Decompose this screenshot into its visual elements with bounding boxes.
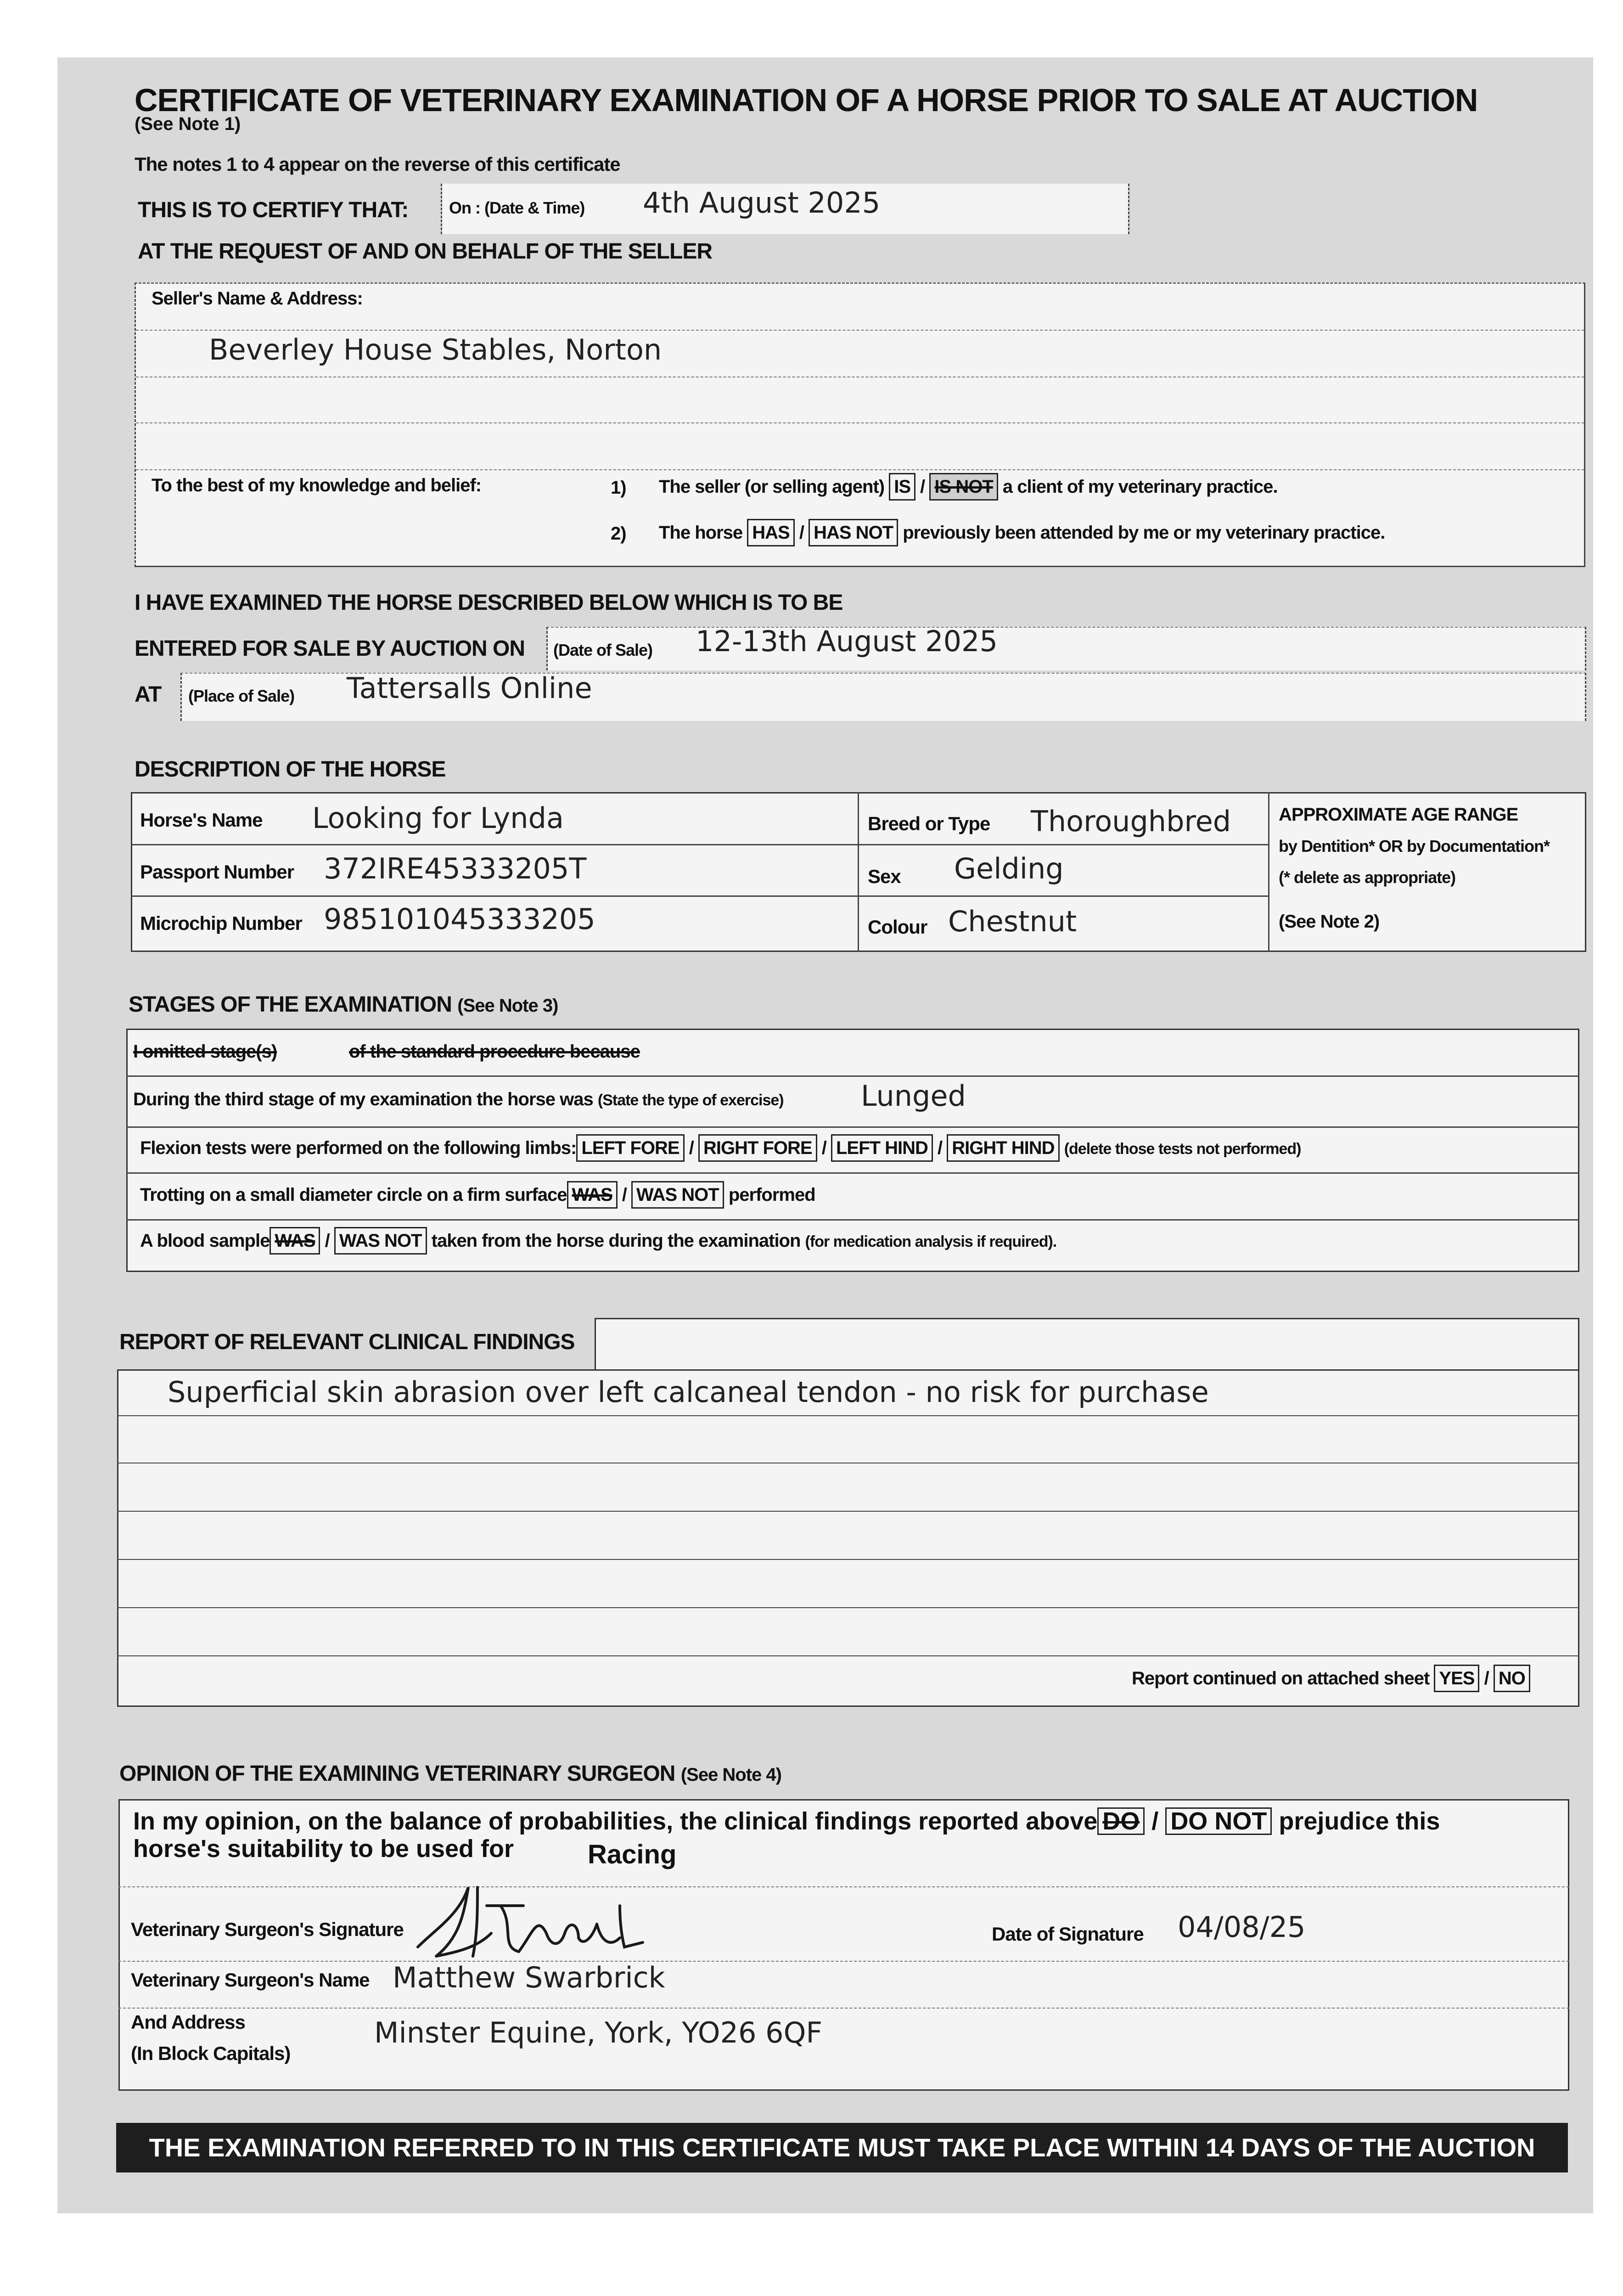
slash: / xyxy=(325,1231,330,1251)
flexion-hint: (delete those tests not performed) xyxy=(1064,1140,1301,1158)
entered-label: ENTERED FOR SALE BY AUCTION ON xyxy=(135,636,525,661)
divider xyxy=(117,1559,1579,1560)
on-date-value[interactable]: 4th August 2025 xyxy=(643,186,881,219)
divider xyxy=(118,1886,1569,1887)
slash: / xyxy=(689,1138,694,1158)
see-note-1: (See Note 1) xyxy=(135,114,241,134)
horse-name-value[interactable]: Looking for Lynda xyxy=(312,801,564,835)
divider xyxy=(117,1511,1579,1512)
divider xyxy=(126,1172,1579,1174)
horse-attended-row xyxy=(659,519,1385,546)
age-range-heading: APPROXIMATE AGE RANGE xyxy=(1279,805,1518,825)
do-option[interactable]: DO xyxy=(1097,1807,1145,1835)
request-label: AT THE REQUEST OF AND ON BEHALF OF THE SELLER xyxy=(138,239,712,264)
slash: / xyxy=(1484,1668,1489,1688)
opinion-heading xyxy=(119,1761,781,1786)
address-label: And Address xyxy=(131,2011,245,2033)
opinion-statement xyxy=(133,1807,1440,1835)
stages-see-note: (See Note 3) xyxy=(457,996,558,1016)
blood-hint: (for medication analysis if required). xyxy=(805,1233,1057,1250)
report-heading-box xyxy=(595,1318,1579,1371)
blood-post-text: taken from the horse during the examination xyxy=(431,1231,801,1251)
divider xyxy=(136,330,1584,331)
at-label: AT xyxy=(135,682,162,707)
left-fore-option[interactable]: LEFT FORE xyxy=(576,1134,684,1162)
divider xyxy=(136,422,1584,423)
sex-label: Sex xyxy=(868,866,901,887)
seller-value[interactable]: Beverley House Stables, Norton xyxy=(209,333,662,366)
item1-pre-text: The seller (or selling agent) xyxy=(659,477,885,497)
report-continued-row xyxy=(1132,1665,1530,1692)
signature-label: Veterinary Surgeon's Signature xyxy=(131,1919,404,1940)
horse-name-label: Horse's Name xyxy=(140,809,263,831)
signature-drawing xyxy=(409,1878,647,1970)
breed-value[interactable]: Thoroughbred xyxy=(1031,805,1231,838)
examined-label: I HAVE EXAMINED THE HORSE DESCRIBED BELOW WHICH IS TO BE xyxy=(135,591,843,615)
passport-value[interactable]: 372IRE45333205T xyxy=(324,852,587,885)
third-stage-label: During the third stage of my examination the horse was xyxy=(133,1089,593,1109)
divider xyxy=(858,792,859,952)
item2-post-text: previously been attended by me or my veterinary practice. xyxy=(903,523,1385,543)
divider xyxy=(118,1961,1569,1962)
report-finding[interactable]: Superficial skin abrasion over left calcaneal tendon - no risk for purchase xyxy=(168,1375,1209,1409)
knowledge-label: To the best of my knowledge and belief: xyxy=(152,475,482,495)
slash: / xyxy=(1151,1807,1159,1835)
trotting-label: Trotting on a small diameter circle on a firm surface xyxy=(140,1185,567,1205)
passport-label: Passport Number xyxy=(140,861,294,883)
divider xyxy=(117,1655,1579,1656)
seller-client-row xyxy=(659,473,1278,501)
stages-heading-text: STAGES OF THE EXAMINATION xyxy=(129,992,452,1017)
continued-no-option[interactable]: NO xyxy=(1494,1665,1530,1692)
address-value[interactable]: Minster Equine, York, YO26 6QF xyxy=(374,2016,823,2049)
third-stage-value[interactable]: Lunged xyxy=(861,1079,966,1113)
age-range-note: (See Note 2) xyxy=(1279,912,1380,932)
slash: / xyxy=(799,523,804,543)
date-of-sale-value[interactable]: 12-13th August 2025 xyxy=(696,625,998,658)
place-of-sale-label: (Place of Sale) xyxy=(188,687,295,705)
third-stage-row xyxy=(133,1089,784,1110)
slash: / xyxy=(821,1138,826,1158)
blood-was-not-option[interactable]: WAS NOT xyxy=(334,1227,427,1255)
flexion-row xyxy=(140,1134,1301,1162)
address-hint: (In Block Capitals) xyxy=(131,2043,291,2064)
colour-label: Colour xyxy=(868,916,927,938)
signature-date-label: Date of Signature xyxy=(992,1923,1144,1945)
description-heading: DESCRIPTION OF THE HORSE xyxy=(135,757,446,782)
sex-value[interactable]: Gelding xyxy=(954,852,1064,885)
colour-value[interactable]: Chestnut xyxy=(948,905,1077,938)
divider xyxy=(126,1075,1579,1077)
intended-use-value[interactable]: Racing xyxy=(588,1840,677,1869)
trotting-post-text: performed xyxy=(728,1185,815,1205)
has-option[interactable]: HAS xyxy=(747,519,794,546)
slash: / xyxy=(937,1138,943,1158)
opinion-text: In my opinion, on the balance of probabilities, the clinical findings reported above xyxy=(133,1807,1098,1835)
right-fore-option[interactable]: RIGHT FORE xyxy=(698,1134,817,1162)
item2-pre-text: The horse xyxy=(659,523,743,543)
slash: / xyxy=(920,477,925,497)
divider xyxy=(126,1126,1579,1128)
surgeon-name-value[interactable]: Matthew Swarbrick xyxy=(393,1961,665,1994)
microchip-label: Microchip Number xyxy=(140,912,302,934)
omitted-stage-text-2: of the standard procedure because xyxy=(349,1041,640,1062)
opinion-heading-text: OPINION OF THE EXAMINING VETERINARY SURGEON xyxy=(119,1761,675,1786)
age-range-method[interactable]: by Dentition* OR by Documentation* xyxy=(1279,837,1550,855)
place-of-sale-value[interactable]: Tattersalls Online xyxy=(347,671,592,705)
certify-label: THIS IS TO CERTIFY THAT: xyxy=(138,198,409,222)
page-title: CERTIFICATE OF VETERINARY EXAMINATION OF A HORSE PRIOR TO SALE AT AUCTION xyxy=(135,82,1478,118)
date-of-sale-label: (Date of Sale) xyxy=(553,641,653,659)
stages-heading xyxy=(129,992,558,1017)
has-not-option[interactable]: HAS NOT xyxy=(809,519,898,546)
is-not-option[interactable]: IS NOT xyxy=(929,473,998,501)
blood-label: A blood sample xyxy=(140,1231,270,1251)
divider xyxy=(131,844,1269,845)
left-hind-option[interactable]: LEFT HIND xyxy=(831,1134,933,1162)
trotting-was-not-option[interactable]: WAS NOT xyxy=(631,1181,724,1209)
trotting-row xyxy=(140,1181,815,1209)
on-date-label: On : (Date & Time) xyxy=(449,198,585,217)
third-stage-hint: (State the type of exercise) xyxy=(597,1092,784,1109)
right-hind-option[interactable]: RIGHT HIND xyxy=(947,1134,1059,1162)
do-not-option[interactable]: DO NOT xyxy=(1165,1807,1272,1835)
item2-number: 2) xyxy=(611,523,626,544)
divider xyxy=(136,469,1584,470)
report-continued-label: Report continued on attached sheet xyxy=(1132,1668,1430,1688)
divider xyxy=(117,1607,1579,1608)
seller-label: Seller's Name & Address: xyxy=(152,288,363,309)
signature-date-value[interactable]: 04/08/25 xyxy=(1178,1910,1306,1944)
divider xyxy=(126,1219,1579,1221)
divider xyxy=(131,895,1269,897)
divider xyxy=(117,1415,1579,1416)
age-range-delete-hint: (* delete as appropriate) xyxy=(1279,868,1456,887)
microchip-value[interactable]: 985101045333205 xyxy=(324,902,595,936)
notes-line: The notes 1 to 4 appear on the reverse of this certificate xyxy=(135,153,620,175)
blood-sample-row xyxy=(140,1227,1056,1255)
breed-label: Breed or Type xyxy=(868,813,990,834)
slash: / xyxy=(622,1185,627,1205)
blood-was-option[interactable]: WAS xyxy=(270,1227,320,1255)
item1-number: 1) xyxy=(611,478,626,498)
surgeon-name-label: Veterinary Surgeon's Name xyxy=(131,1969,370,1991)
trotting-was-option[interactable]: WAS xyxy=(567,1181,618,1209)
opinion-text-post: prejudice this xyxy=(1279,1807,1440,1835)
item1-post-text: a client of my veterinary practice. xyxy=(1002,477,1278,497)
continued-yes-option[interactable]: YES xyxy=(1434,1665,1479,1692)
divider xyxy=(118,2008,1569,2009)
report-heading: REPORT OF RELEVANT CLINICAL FINDINGS xyxy=(119,1330,575,1354)
opinion-text-line2: horse's suitability to be used for xyxy=(133,1835,514,1863)
opinion-see-note: (See Note 4) xyxy=(680,1765,781,1785)
omitted-stage-text: I omitted stage(s) xyxy=(133,1041,277,1062)
divider xyxy=(1268,792,1269,952)
footer-notice: THE EXAMINATION REFERRED TO IN THIS CERTIFICATE MUST TAKE PLACE WITHIN 14 DAYS OF THE AUCTION xyxy=(116,2123,1568,2172)
is-option[interactable]: IS xyxy=(889,473,915,501)
flexion-label: Flexion tests were performed on the following limbs: xyxy=(140,1138,577,1158)
